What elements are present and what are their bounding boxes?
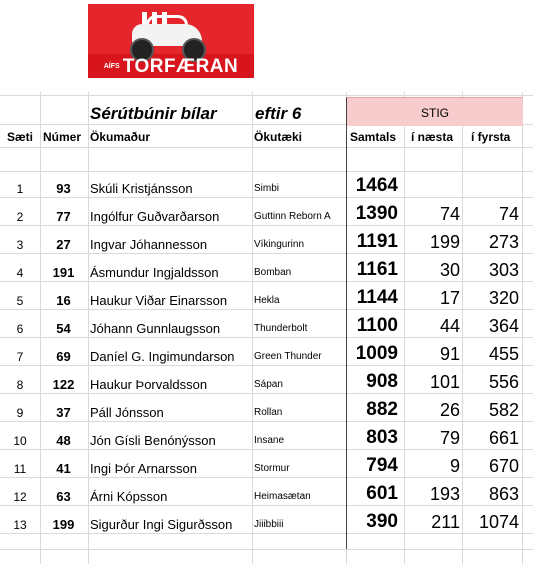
diff-next-cell: 211 xyxy=(431,512,460,532)
diff-first-cell: 556 xyxy=(488,372,519,392)
header-okutaeki: Ökutæki xyxy=(254,130,303,144)
header-naesta: í næsta xyxy=(411,130,454,144)
diff-first-cell: 863 xyxy=(488,484,519,504)
table-row[interactable] xyxy=(0,227,533,255)
total-cell: 908 xyxy=(366,371,398,392)
table-row[interactable] xyxy=(0,171,533,199)
table-row[interactable] xyxy=(0,507,533,535)
number-cell: 27 xyxy=(56,237,71,252)
vehicle-cell: Víkingurinn xyxy=(254,239,305,250)
total-cell: 1464 xyxy=(355,175,398,196)
vehicle-cell: Sápan xyxy=(254,379,283,390)
number-cell: 199 xyxy=(52,517,75,532)
driver-cell: Jóhann Gunnlaugsson xyxy=(90,321,221,336)
number-cell: 37 xyxy=(56,405,71,420)
diff-next-cell: 26 xyxy=(439,400,460,420)
table-row[interactable] xyxy=(0,423,533,451)
rank-cell: 4 xyxy=(16,266,24,280)
diff-next-cell: 101 xyxy=(429,372,460,392)
logo-area xyxy=(0,0,533,92)
stig-header-cell xyxy=(346,97,523,126)
vehicle-cell: Stormur xyxy=(254,463,290,474)
table-row[interactable] xyxy=(0,479,533,507)
table-row[interactable] xyxy=(0,283,533,311)
diff-first-cell: 661 xyxy=(488,428,519,448)
rank-cell: 5 xyxy=(16,294,24,308)
number-cell: 63 xyxy=(56,489,71,504)
table-row[interactable] xyxy=(0,255,533,283)
total-cell: 390 xyxy=(366,511,398,532)
diff-first-cell: 582 xyxy=(488,400,519,420)
stig-label: STIG xyxy=(420,106,449,120)
rank-cell: 8 xyxy=(16,378,24,392)
total-cell: 794 xyxy=(366,455,398,476)
total-cell: 803 xyxy=(366,427,398,448)
diff-next-cell: 193 xyxy=(429,484,460,504)
table-row[interactable] xyxy=(0,395,533,423)
rank-cell: 10 xyxy=(13,434,27,448)
driver-cell: Sigurður Ingi Sigurðsson xyxy=(90,517,233,532)
diff-first-cell: 303 xyxy=(488,260,519,280)
number-cell: 122 xyxy=(52,377,75,392)
total-cell: 1144 xyxy=(356,287,398,308)
diff-first-cell: 364 xyxy=(488,316,519,336)
diff-next-cell: 79 xyxy=(439,428,460,448)
vehicle-cell: Hekla xyxy=(254,295,280,306)
rank-cell: 7 xyxy=(16,350,24,364)
total-cell: 1009 xyxy=(355,343,398,364)
number-cell: 54 xyxy=(56,321,71,336)
rank-cell: 9 xyxy=(16,406,24,420)
header-fyrsta: í fyrsta xyxy=(471,130,511,144)
number-cell: 48 xyxy=(56,433,71,448)
driver-cell: Daníel G. Ingimundarson xyxy=(90,349,235,364)
sheet-title: Sérútbúnir bílar xyxy=(90,104,217,123)
diff-next-cell: 44 xyxy=(439,316,460,336)
rank-cell: 11 xyxy=(13,462,27,476)
rank-cell: 6 xyxy=(16,322,24,336)
diff-next-cell: 199 xyxy=(429,232,460,252)
number-cell: 77 xyxy=(56,209,71,224)
sheet-subtitle: eftir 6 xyxy=(255,104,302,123)
diff-next-cell: 30 xyxy=(439,260,460,280)
table-row[interactable] xyxy=(0,199,533,227)
driver-cell: Árni Kópsson xyxy=(90,489,168,504)
vehicle-cell: Heimasætan xyxy=(254,491,311,502)
total-cell: 1191 xyxy=(356,231,398,252)
header-numer: Númer xyxy=(43,130,82,144)
number-cell: 191 xyxy=(52,265,75,280)
rank-cell: 1 xyxy=(16,182,24,196)
diff-first-cell: 273 xyxy=(488,232,519,252)
vehicle-cell: Jiiibbiii xyxy=(254,519,284,530)
total-cell: 1100 xyxy=(356,315,398,336)
driver-cell: Ásmundur Ingjaldsson xyxy=(90,265,219,280)
driver-cell: Ingólfur Guðvarðarson xyxy=(90,209,220,224)
rank-cell: 12 xyxy=(13,490,27,504)
torfaeran-logo xyxy=(88,4,254,78)
vehicle-cell: Insane xyxy=(254,435,285,446)
driver-cell: Ingi Þór Arnarsson xyxy=(90,461,197,476)
vehicle-cell: Rollan xyxy=(254,407,283,418)
logo-text: TORFÆRAN xyxy=(122,56,239,77)
logo-small-text: AÍFS xyxy=(103,63,120,71)
header-saeti: Sæti xyxy=(7,130,34,144)
vehicle-cell: Thunderbolt xyxy=(254,323,308,334)
total-cell: 601 xyxy=(366,483,398,504)
number-cell: 93 xyxy=(56,181,71,196)
diff-first-cell: 320 xyxy=(488,288,519,308)
number-cell: 41 xyxy=(56,461,71,476)
total-cell: 1161 xyxy=(356,259,398,280)
driver-cell: Skúli Kristjánsson xyxy=(90,181,193,196)
number-cell: 16 xyxy=(56,293,71,308)
vehicle-cell: Green Thunder xyxy=(254,351,322,362)
vehicle-cell: Bomban xyxy=(254,267,292,278)
number-cell: 69 xyxy=(56,349,71,364)
total-cell: 1390 xyxy=(355,203,398,224)
total-cell: 882 xyxy=(366,399,398,420)
diff-first-cell: 670 xyxy=(488,456,519,476)
driver-cell: Haukur Þorvaldsson xyxy=(90,377,208,392)
driver-cell: Ingvar Jóhannesson xyxy=(90,237,208,252)
table-row[interactable] xyxy=(0,339,533,367)
diff-next-cell: 9 xyxy=(449,456,460,476)
table-row[interactable] xyxy=(0,367,533,395)
rank-cell: 3 xyxy=(16,238,24,252)
header-samtals: Samtals xyxy=(350,130,397,144)
rank-cell: 2 xyxy=(16,210,24,224)
driver-cell: Haukur Viðar Einarsson xyxy=(90,293,228,308)
diff-first-cell: 74 xyxy=(498,204,519,224)
diff-next-cell: 91 xyxy=(439,344,460,364)
diff-first-cell: 455 xyxy=(488,344,519,364)
diff-first-cell: 1074 xyxy=(478,512,519,532)
rank-cell: 13 xyxy=(13,518,27,532)
table-row[interactable] xyxy=(0,311,533,339)
diff-next-cell: 74 xyxy=(439,204,460,224)
driver-cell: Páll Jónsson xyxy=(90,405,164,420)
diff-next-cell: 17 xyxy=(439,288,460,308)
vehicle-cell: Simbi xyxy=(254,183,280,194)
header-okumadur: Ökumaður xyxy=(90,130,151,144)
vehicle-cell: Guttinn Reborn A xyxy=(254,211,331,222)
table-row[interactable] xyxy=(0,451,533,479)
driver-cell: Jón Gísli Benónýsson xyxy=(90,433,216,448)
